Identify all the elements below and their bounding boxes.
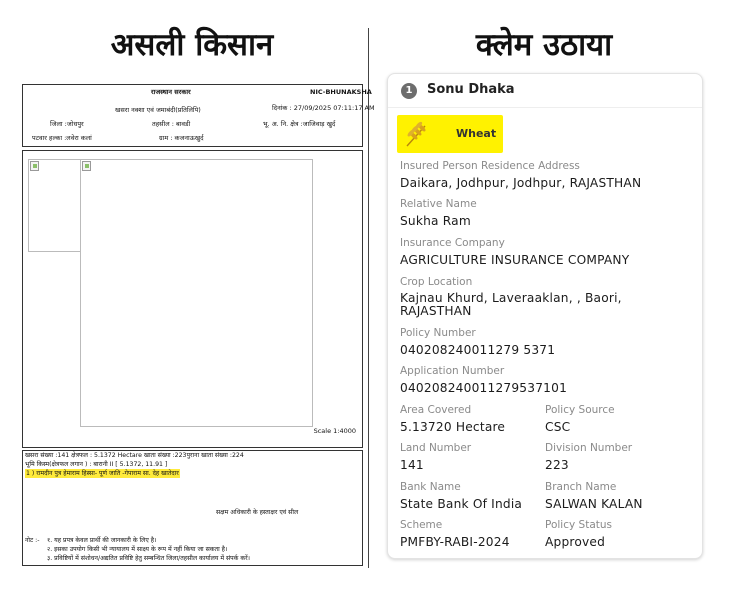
doc-notes-label: नोट :-: [25, 537, 40, 544]
doc-tehsil: तहसील : बावडी: [152, 120, 191, 128]
doc-district: जिला :जोधपुर: [50, 120, 84, 128]
value-relative-name: Sukha Ram: [400, 214, 471, 228]
index-badge: 1: [401, 83, 417, 99]
label-bank-name: Bank Name: [400, 481, 461, 493]
label-land-number: Land Number: [400, 442, 472, 454]
card-header: [388, 74, 702, 108]
value-land-number: 141: [400, 458, 424, 472]
doc-khasra-line: खसरा संख्या :141 क्षेत्रफल : 5.1372 Hectare खाता संख्या :223पुराना खाता संख्या :224: [25, 452, 244, 459]
label-branch-name: Branch Name: [545, 481, 617, 493]
broken-image-icon: [82, 161, 91, 171]
doc-note-3: ३. प्रविष्टियों में संशोधन/अद्यतित प्रविष्टि हेतु सम्बन्धित जिला/तहसील कार्यालय में संपर्क करें।: [47, 555, 251, 562]
label-policy-number: Policy Number: [400, 327, 476, 339]
value-bank-name: State Bank Of India: [400, 497, 523, 511]
doc-land-type-line: भूमि किस्म(क्षेत्रफल लगान ) : बारानी II [ 5.1372, 11.91 ]: [25, 461, 168, 468]
label-division-number: Division Number: [545, 442, 633, 454]
wheat-icon: [401, 118, 433, 150]
claim-card: [387, 73, 703, 559]
label-scheme: Scheme: [400, 519, 443, 531]
doc-owner-line: 1 ) रामदीन पुत्र हेमाराम हिस्सा- पूर्ण जाति -गेपाराम सा. देह खातेदार: [26, 470, 179, 477]
document-footer: [22, 450, 363, 566]
doc-note-1: १. यह प्रपत्र केवल प्रार्थी की जानकारी के लिए है।: [47, 537, 157, 544]
doc-govt: राजस्थान सरकार: [151, 88, 191, 96]
value-scheme: PMFBY-RABI-2024: [400, 535, 510, 549]
value-policy-status: Approved: [545, 535, 606, 549]
label-application-number: Application Number: [400, 365, 505, 377]
document-map: [22, 150, 363, 448]
doc-patwar: पटवार हल्का :लवेरा कलां: [32, 134, 92, 142]
label-crop-location: Crop Location: [400, 276, 473, 288]
document-header: [22, 84, 375, 147]
value-division-number: 223: [545, 458, 569, 472]
label-relative-name: Relative Name: [400, 198, 477, 210]
broken-image-map-2: [80, 159, 313, 427]
value-crop-location: Kajnau Khurd, Laveraaklan, , Baori, RAJASTHAN: [400, 291, 622, 318]
doc-signature: सक्षम अधिकारी के हस्ताक्षर एवं सील: [216, 509, 299, 516]
value-address: Daikara, Jodhpur, Jodhpur, RAJASTHAN: [400, 176, 642, 190]
value-policy-number: 040208240011279 5371: [400, 343, 556, 357]
value-insurance-company: AGRICULTURE INSURANCE COMPANY: [400, 253, 630, 267]
label-insurance-company: Insurance Company: [400, 237, 505, 249]
value-policy-source: CSC: [545, 420, 571, 434]
value-branch-name: SALWAN KALAN: [545, 497, 643, 511]
label-address: Insured Person Residence Address: [400, 160, 580, 172]
doc-land-area: भू. अ. नि. क्षेत्र :जाजिवाड़ खुर्द: [263, 120, 336, 128]
doc-village: ग्राम : कजनाऊखुर्द: [159, 134, 204, 142]
value-application-number: 040208240011279537101: [400, 381, 568, 395]
insured-name: Sonu Dhaka: [427, 82, 515, 97]
crop-name: Wheat: [456, 127, 497, 140]
doc-date: दिनांक : 27/09/2025 07:11:17 AM: [272, 104, 375, 112]
doc-subtitle: खसरा नक्शा एवं जमाबंदी(प्रतिलिपि): [115, 106, 201, 114]
label-area-covered: Area Covered: [400, 404, 472, 416]
heading-claim-taken: क्लेम उठाया: [475, 27, 613, 63]
heading-real-farmer: असली किसान: [110, 27, 274, 63]
broken-image-icon: [30, 161, 39, 171]
label-policy-status: Policy Status: [545, 519, 612, 531]
map-scale: Scale 1:4000: [313, 427, 356, 435]
doc-note-2: २. इसका उपयोग किसी भी न्यायालय में साक्ष्य के रूप में नहीं किया जा सकता है।: [47, 546, 228, 553]
crop-badge: [397, 115, 503, 153]
value-area-covered: 5.13720 Hectare: [400, 420, 506, 434]
doc-code: NIC-BHUNAKSHA: [310, 88, 372, 96]
label-policy-source: Policy Source: [545, 404, 615, 416]
